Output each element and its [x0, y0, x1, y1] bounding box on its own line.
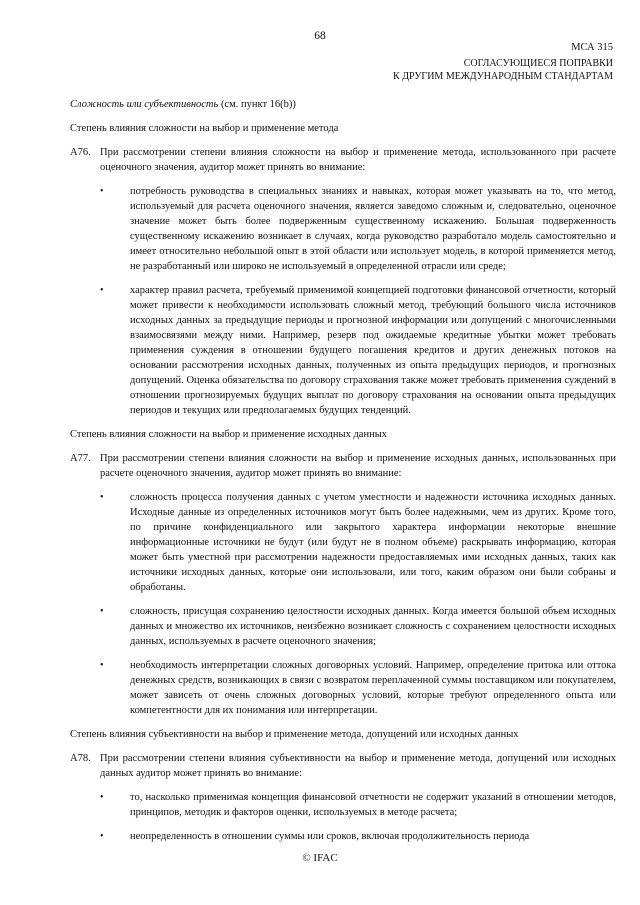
list-item: [100, 604, 616, 649]
list-item: [100, 829, 616, 844]
subheading-method-complexity: Степень влияния сложности на выбор и применение метода: [70, 123, 339, 134]
page-content: [70, 97, 616, 853]
bullet-icon: •: [100, 492, 104, 503]
bullet-list-a78: [100, 790, 616, 844]
bullet-icon: •: [100, 792, 104, 803]
paragraph-a76: [70, 145, 616, 175]
paragraph-a78: [70, 751, 616, 781]
paragraph-number: A78.: [70, 753, 91, 764]
paragraph-intro: При рассмотрении степени влияния субъективности на выбор и применение метода, допущений или исходных данных аудитор может принять во внимание:: [100, 753, 616, 779]
subheading-subjectivity: Степень влияния субъективности на выбор и применение метода, допущений или исходных данных: [70, 729, 519, 740]
paragraph-intro: При рассмотрении степени влияния сложности на выбор и применение метода, использованного при расчете оценочного значения, аудитор может принять во внимание:: [100, 147, 616, 173]
running-header-line-1: СОГЛАСУЮЩИЕСЯ ПОПРАВКИ: [463, 58, 613, 69]
running-header-line-2: К ДРУГИМ МЕЖДУНАРОДНЫМ СТАНДАРТАМ: [393, 70, 613, 82]
list-item-text: потребность руководства в специальных знаниях и навыках, которая может указывать на то, что метод, используемый для расчета оценочного значения, является заведомо сложным и, следовательно, оценочное значение может быть более подверженным существенному искажению. Большая подверженность существенному искажению возникает в случаях, когда руководство разработало модель самостоятельно и имеет относительно небольшой опыт в этой области или использует модель, в которой применяется метод, не разработанный или широко не используемый в определенной отрасли или среде;: [130, 186, 616, 272]
footer-copyright: © IFAC: [302, 852, 338, 864]
subheading-data-complexity: Степень влияния сложности на выбор и применение исходных данных: [70, 429, 387, 440]
list-item: [100, 283, 616, 418]
bullet-icon: •: [100, 660, 104, 671]
paragraph-number: A77.: [70, 453, 91, 464]
bullet-icon: •: [100, 831, 104, 842]
document-code: МСА 315: [571, 42, 613, 53]
paragraph-number: A76.: [70, 147, 91, 158]
paragraph-intro: При рассмотрении степени влияния сложности на выбор и применение исходных данных, использованных при расчете оценочного значения, аудитор может принять во внимание:: [100, 453, 616, 479]
list-item: [100, 490, 616, 595]
section-title: Сложность или субъективность: [70, 99, 219, 110]
bullet-icon: •: [100, 285, 104, 296]
bullet-icon: •: [100, 606, 104, 617]
list-item: [100, 658, 616, 718]
list-item-text: необходимость интерпретации сложных договорных условий. Например, определение притока или оттока денежных средств, возникающих в связи с возвратом переплаченной суммы поставщиком или покупателем, может зависеть от очень сложных договорных условий, которые требуют определенного опыта или компетентности для их понимания или интерпретации.: [130, 660, 616, 716]
bullet-list-a77: [100, 490, 616, 718]
list-item-text: то, насколько применимая концепция финансовой отчетности не содержит указаний в отношении методов, принципов, методик и факторов оценки, используемых в методе расчета;: [130, 792, 616, 818]
section-heading: [70, 97, 616, 112]
section-reference: (см. пункт 16(b)): [218, 99, 296, 110]
bullet-icon: •: [100, 186, 104, 197]
running-header: [393, 58, 613, 83]
list-item: [100, 790, 616, 820]
list-item-text: неопределенность в отношении суммы или сроков, включая продолжительность периода: [130, 831, 530, 842]
bullet-list-a76: [100, 184, 616, 418]
paragraph-a77: [70, 451, 616, 481]
list-item-text: сложность, присущая сохранению целостности исходных данных. Когда имеется большой объем исходных данных и множество их источников, неизбежно возникает сложность с сохранением целостности исходных данных, используемых в расчете оценочного значения;: [130, 606, 616, 647]
list-item: [100, 184, 616, 274]
list-item-text: характер правил расчета, требуемый применимой концепцией подготовки финансовой отчетности, который может привести к необходимости использовать сложный метод, требующий большого числа источников исходных данных за предыдущие периоды и прогнозной информации или допущений с многочисленными взаимосвязями между ними. Например, резерв под ожидаемые кредитные убытки может требовать применения суждения в отношении будущего погашения кредитов и других денежных потоков на основании рассмотрения исходных данных, полученных из опыта предыдущих периодов, и прогнозных допущений. Оценка обязательства по договору страхования также может требовать применения суждений в отношении прогнозируемых будущих выплат по договору страхования на основании опыта предыдущих периодов и текущих или предполагаемых будущих тенденций.: [130, 285, 616, 416]
list-item-text: сложность процесса получения данных с учетом уместности и надежности источника исходных данных. Исходные данные из определенных источников могут быть более надежными, чем из других. Кроме того, по причине конфиденциального или закрытого характера информации некоторые внешние информационные источники не будут (или будут не в полном объеме) раскрывать информацию, которая может быть уместной при рассмотрении надежности предоставляемых ими исходных данных, таких как источники исходных данных, которые они использовали, или того, каким образом они были собраны и обработаны.: [130, 492, 616, 593]
page-number: 68: [314, 30, 326, 42]
